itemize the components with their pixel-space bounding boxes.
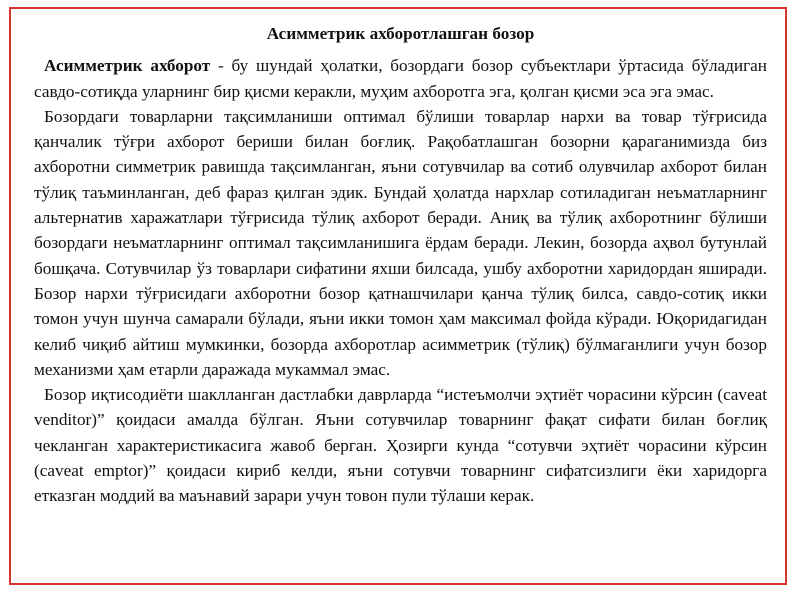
document-body [34, 21, 767, 509]
paragraph-definition [34, 53, 767, 104]
definition-text: - бу шундай ҳолатки, бозордаги бозор субъектлари ўртасида бўладиган савдо-сотиқда уларнинг бир қисми керакли, муҳим ахборотга эга, қолган қисми эса эга эмас. [34, 56, 767, 101]
document-title: Асимметрик ахборотлашган бозор [266, 24, 535, 43]
defined-term: Асимметрик ахборот [44, 56, 211, 76]
paragraph-caveat-rules: Бозор иқтисодиёти шаклланган дастлабки даврларда “истеъмолчи эҳтиёт чорасини кўрсин (caveat venditor)” қоидаси амалда бўлган. Яъни сотувчилар товарнинг фақат сифати билан боғлиқ чекланган характеристикасига жавоб берган. Ҳозирги кунда “сотувчи эҳтиёт чорасини кўрсин (caveat emptor)” қоидаси кириб келди, яъни сотувчи товарнинг сифатсизлиги ёки харидорга етказган моддий ва маънавий зарари учун товон пули тўлаши керак. [34, 385, 767, 506]
document-frame [9, 7, 787, 585]
paragraph-market-distribution: Бозордаги товарларни тақсимланиши оптимал бўлиши товарлар нархи ва товар тўғрисида қанчалик тўғри ахборот бериши билан боғлиқ. Рақобатлашган бозорни қараганимизда биз ахборотни симметрик равишда тақсимланган, яъни сотувчилар ва сотиб олувчилар ахборот билан тўлиқ таъминланган, деб фараз қилган эдик. Бундай ҳолатда нархлар сотиладиган неъматларнинг альтернатив харажатлари тўғрисида тўлиқ ахборот беради. Аниқ ва тўлиқ ахборотнинг бўлиши бозордаги неъматларнинг оптимал тақсимланишига ёрдам беради. Лекин, бозорда аҳвол бутунлай бошқача. Сотувчилар ўз товарлари сифатини яхши билсада, ушбу ахборотни харидордан яширади. Бозор нархи тўғрисидаги ахборотни бозор қатнашчилари қанча тўлиқ билса, савдо-сотиқ икки томон учун шунча самарали бўлади, яъни икки томон ҳам максимал фойда кўради. Юқоридагидан келиб чиқиб айтиш мумкинки, бозорда ахборотлар асимметрик (тўлиқ) бўлмаганлиги учун бозор механизми ҳам етарли даражада мукаммал эмас. [34, 106, 767, 379]
